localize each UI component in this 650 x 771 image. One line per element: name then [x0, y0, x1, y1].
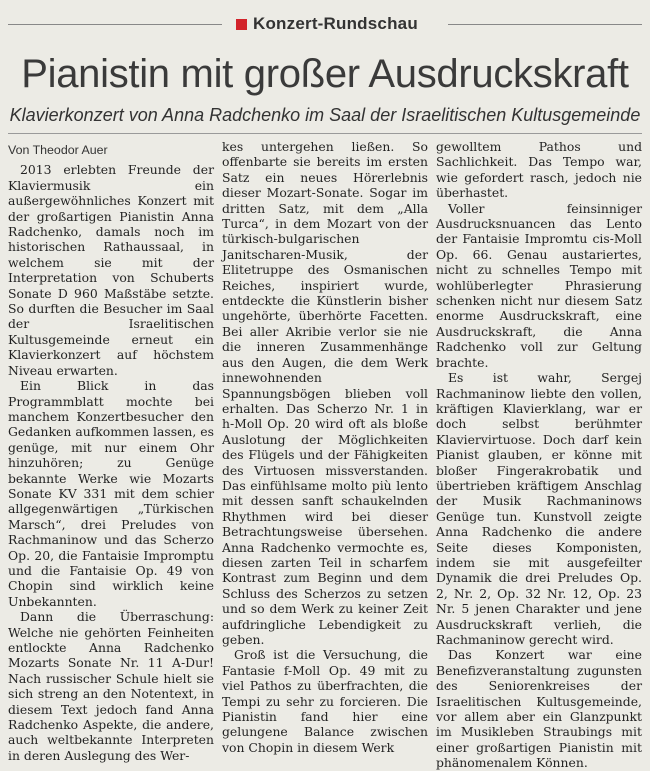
header-rule: [8, 133, 642, 134]
rubric-label: Konzert-Rundschau: [253, 14, 418, 33]
paragraph: 2013 erlebten Freunde der Klaviermusik ein außergewöhnliches Konzert mit der großartigen Pianistin Anna Radchenko, damals noch im historischen Rathaussaal, in welchem sie mit der Interpretation von Schuberts Sonate D 960 Maßstäbe setzte. So durften die Besucher im Saal der Israelitischen Kultusgemeinde erneut ein Klavierkonzert auf höchstem Niveau erwarten.: [8, 162, 214, 378]
rubric-line-left: [8, 24, 222, 25]
paragraph: Dann die Überraschung: Welche nie gehörten Feinheiten entlockte Anna Radchenko Mozarts Sonate Nr. 11 A-Dur! Nach russischer Schule hielt sie sich streng an den Notentext, in diesem Text jedoch fand Anna Radchenko Aspekte, die andere, auch weltbekannte Interpreten in deren Auslegung des Wer-: [8, 609, 214, 763]
article-column-2: [222, 139, 428, 755]
paragraph: Groß ist die Versuchung, die Fantasie f-Moll Op. 49 mit zu viel Pathos zu überfrachten, die Tempi zu sehr zu forcieren. Die Pianistin fand hier eine gelungene Balance zwischen von Chopin in diesem Werk: [222, 647, 428, 755]
rubric-bar: [8, 12, 642, 36]
paragraph: Ein Blick in das Programmblatt mochte bei manchem Konzertbesucher den Gedanken aufkommen lassen, es genüge, mit nur einem Ohr hinzuhören; zu Genüge bekannte Werke wie Mozarts Sonate KV 331 mit dem schier allgegenwärtigen „Türkischen Marsch“, drei Preludes von Rachmaninow und das Scherzo Op. 20, die Fantaisie Impromptu und die Fantaisie Op. 49 von Chopin sind wirklich keine Unbekannten.: [8, 378, 214, 609]
paragraph: kes untergehen ließen. So offenbarte sie bereits im ersten Satz ein neues Hörerlebnis dieser Mozart-Sonate. Sogar im dritten Satz, mit dem „Alla Turca“, in dem Mozart von der türkisch-bulgarischen Janitscharen-Musik, der Elitetruppe des Osmanischen Reiches, inspiriert wurde, entdeckte die Künstlerin bisher ungehörte, überhörte Facetten. Bei aller Akribie verlor sie nie die inneren Zusammenhänge aus den Augen, die dem Werk innewohnenden Spannungsbögen blieben voll erhalten. Das Scherzo Nr. 1 in h-Moll Op. 20 wird oft als bloße Auslotung der Möglichkeiten des Flügels und der Fähigkeiten des Virtuosen missverstanden. Das einfühlsame molto più lento mit dessen sanft schaukelnden Rhythmen wird bei dieser Betrachtungsweise übersehen. Anna Radchenko vermochte es, diesen zarten Teil in scharfem Kontrast zum Beginn und dem Schluss des Scherzos zu setzen und so dem Werk zu keiner Zeit aufdringliche Lebendigkeit zu geben.: [222, 139, 428, 647]
article-column-1: [8, 139, 214, 763]
section-rubric: [230, 12, 424, 36]
paragraph: Das Konzert war eine Benefizveranstaltung zugunsten des Seniorenkreises der Israelitischen Kultusgemeinde, vor allem aber ein Glanzpunkt im Musikleben Straubings mit einer großartigen Pianistin mit phänomenalem Können.: [436, 647, 642, 771]
article-subheadline: Klavierkonzert von Anna Radchenko im Saal der Israelitischen Kultusgemeinde: [9, 105, 641, 125]
author-byline: Von Theodor Auer: [8, 143, 108, 157]
red-square-icon: [236, 19, 247, 30]
rubric-line-right: [448, 24, 642, 25]
paragraph: Es ist wahr, Sergej Rachmaninow liebte den vollen, kräftigen Klavierklang, war er doch selbst berühmter Klaviervirtuose. Doch darf kein Pianist glauben, er könne mit bloßer Fingerakrobatik und übertrieben kräftigem Anschlag der Musik Rachmaninows Genüge tun. Kunstvoll zeigte Anna Radchenko die andere Seite dieses Komponisten, indem sie mit ausgefeilter Dynamik die drei Preludes Op. 2, Nr. 2, Op. 32 Nr. 12, Op. 23 Nr. 5 jenen Charakter und jene Ausdruckskraft verlieh, die Rachmaninow gerecht wird.: [436, 370, 642, 647]
article-column-3: [436, 139, 642, 771]
article-headline: Pianistin mit großer Ausdruckskraft: [21, 52, 629, 96]
paragraph: Voller feinsinniger Ausdrucksnuancen das Lento der Fantaisie Impromtu cis-Moll Op. 66. Genau austariertes, nicht zu schnelles Tempo mit wohlüberlegter Phrasierung schenken nicht nur diesem Satz enorme Ausdruckskraft, eine Ausdruckskraft, die Anna Radchenko voll zur Geltung brachte.: [436, 200, 642, 370]
paragraph: gewolltem Pathos und Sachlichkeit. Das Tempo war, wie gefordert rasch, jedoch nie überhastet.: [436, 139, 642, 201]
